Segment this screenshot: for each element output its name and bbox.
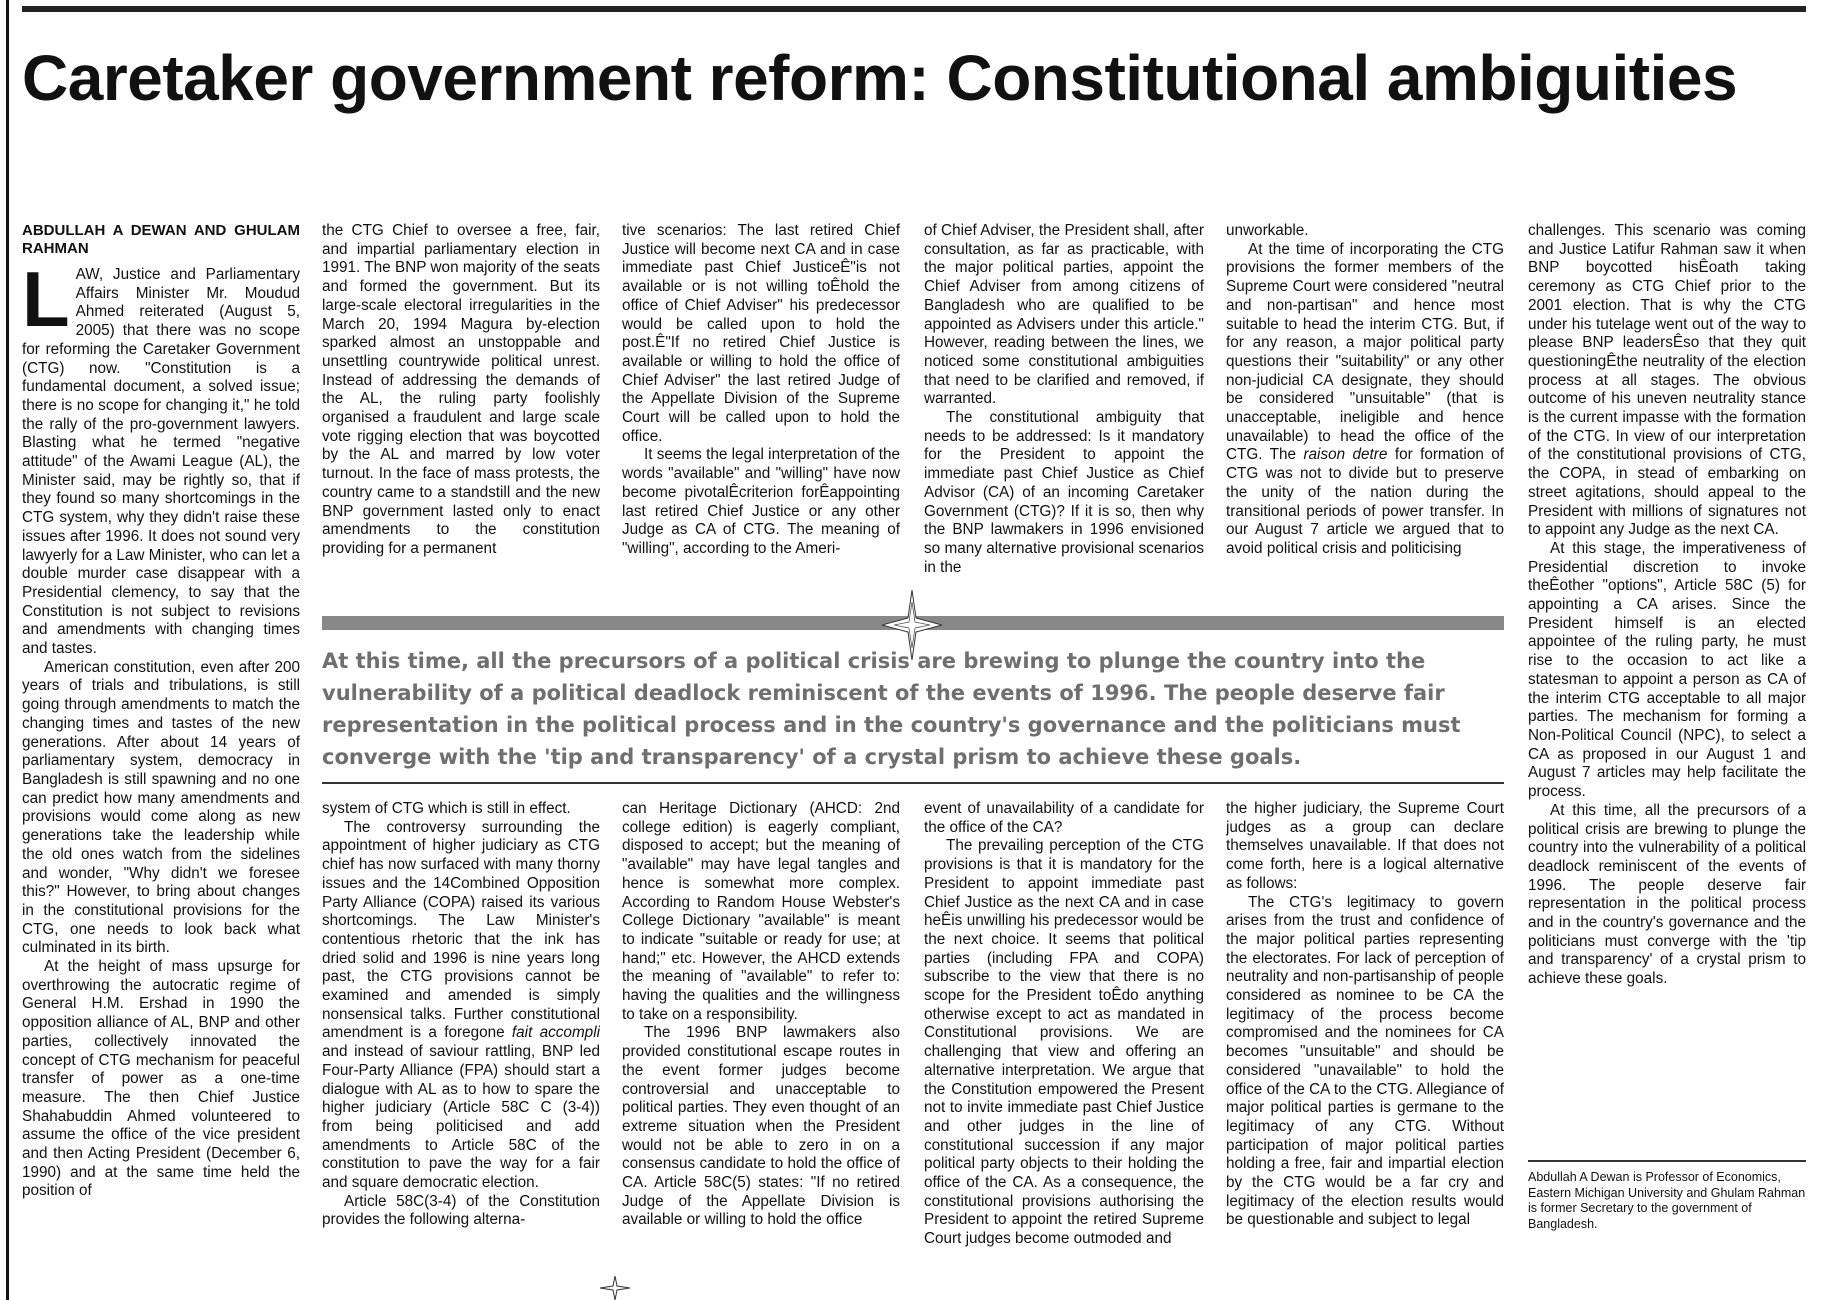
paragraph: of Chief Adviser, the President shall, after consultation, as far as practicable, with the major political parties, appoint the Chief Adviser from among citizens of Bangladesh who are qualified to be appointed as Advisers under this article." However, reading between the lines, we noticed some constitutional ambiguities that need to be clarified and removed, if warranted.	[924, 222, 1204, 408]
byline: ABDULLAH A DEWAN AND GHULAM RAHMAN	[22, 222, 300, 257]
column-2-top	[322, 222, 600, 604]
paragraph: At the height of mass upsurge for overthrowing the autocratic regime of General H.M. Ershad in 1990 the opposition alliance of AL, BNP and other parties, collectively innovated the concept of CTG mechanism for peaceful transfer of power as a one-time measure. The then Chief Justice Shahabuddin Ahmed volunteered to assume the office of the vice president and then Acting President (December 6, 1990) and at the same time held the position of	[22, 958, 300, 1200]
paragraph: unworkable.	[1226, 222, 1309, 239]
column-2-bottom	[322, 800, 600, 1300]
italic-phrase: fait accompli	[511, 1024, 600, 1042]
paragraph: The controversy surrounding the appointment of higher judiciary as CTG chief has now surfaced with many thorny issues and the 14Combined Opposition Party Alliance (COPA) raised its various shortcomings. The Law Minister's contentious rhetoric that the ink has dried solid and 1996 is nine years long past, the CTG provisions cannot be examined and amended is simply nonsensical talks. Further constitutional amendment is a foregone fait accompli and instead of saviour rattling, BNP led Four-Party Alliance (FPA) should start a dialogue with AL as to how to spare the higher judiciary (Article 58C C (3-4)) from being politicised and add amendments to Article 58C of the constitution to pave the way for a fair and square democratic election.	[322, 818, 600, 1192]
paragraph: challenges. This scenario was coming and Justice Latifur Rahman saw it when BNP boycotted hisÊoath taking ceremony as CTG Chief prior to the 2001 election. That is why the CTG under his tutelage went out of the way to please BNP leadersÊso that they quit questioningÊthe neutrality of the election process at all stages. The obvious outcome of his uneven neutrality stance is the current impasse with the formation of the CTG. In view of our interpretation of the constitutional provisions of CTG, the COPA, in stead of embarking on street agitations, should appeal to the President with millions of signatures not to appoint any Judge as the next CA.	[1528, 222, 1806, 539]
paragraph: The 1996 BNP lawmakers also provided constitutional escape routes in the event former judges become controversial and unacceptable to political parties. They even thought of an extreme situation when the President would not be able to zero in on a consensus candidate to hold the office of CA. Article 58C(5) states: "If no retired Judge of the Appellate Division is available or willing to hold the office	[622, 1024, 900, 1229]
paragraph: At this time, all the precursors of a political crisis are brewing to plunge the country into the vulnerability of a political deadlock reminiscent of the events of 1996. The people deserve fair representation in the political process and in the country's governance and the politicians must converge with the 'tip and transparency' of a crystal prism to achieve these goals.	[1528, 801, 1806, 988]
column-1	[22, 222, 300, 1300]
paragraph: can Heritage Dictionary (AHCD: 2nd college edition) is eagerly compliant, disposed to accept; but the meaning of "available" may have legal tangles and hence is somewhat more complex. According to Random House Webster's College Dictionary "available" is meant to indicate "suitable or ready for use; at hand;" etc. However, the AHCD extends the meaning of "available" to refer to: having the qualities and the willingness to take on a responsibility.	[622, 800, 900, 1023]
column-5-bottom	[1226, 800, 1504, 1300]
paragraph: American constitution, even after 200 years of trials and tribulations, is still going through amendments to match the changing times and tastes of the new generations. After about 14 years of parliamentary system, democracy in Bangladesh is still spawning and no one can predict how many amendments and provisions would come along as new generations take the leadership while the old ones watch from the sidelines and wonder, "Why didn't we foresee this?" However, to bring about changes in the constitutional provisions for the CTG, one needs to look back what culminated in its birth.	[22, 658, 300, 957]
paragraph: the higher judiciary, the Supreme Court judges as a group can declare themselves unavailable. If that does not come forth, here is a logical alternative as follows:	[1226, 800, 1504, 892]
starburst-icon	[600, 1276, 630, 1300]
paragraph: The prevailing perception of the CTG provisions is that it is mandatory for the President to appoint immediate past Chief Justice as the next CA and in case heÊis unwilling his predecessor would be the next choice. It seems that political parties (including FPA and COPA) subscribe to the view that there is no scope for the President toÊdo anything otherwise except to act as mandated in Constitutional provisions. We are challenging that view and offering an alternative interpretation. We argue that the Constitution empowered the Present not to invite immediate past Chief Justice and other judges in the line of constitutional succession if any major political party objects to their holding the office of the CA. As a consequence, the constitutional provisions authorising the President to appoint the retired Supreme Court judges become outmoded and	[924, 837, 1204, 1248]
column-5-top	[1226, 222, 1504, 604]
paragraph: the CTG Chief to oversee a free, fair, and impartial parliamentary election in 1991. The BNP won majority of the seats and formed the government. But its large-scale electoral irregularities in the March 20, 1994 Magura by-election sparked almost an unstoppable and unsettling countrywide political unrest. Instead of addressing the demands of the AL, the ruling party foolishly organised a fraudulent and large scale vote rigging election that was boycotted by the AL and marred by low voter turnout. In the face of mass protests, the country came to a standstill and the new BNP government lasted only to enact amendments to the constitution providing for a permanent	[322, 222, 600, 557]
headline: Caretaker government reform: Constitutional ambiguities	[22, 42, 1738, 114]
paragraph: event of unavailability of a candidate for the office of the CA?	[924, 800, 1204, 836]
paragraph: It seems the legal interpretation of the words "available" and "willing" have now become pivotalÊcriterion forÊappointing last retired Chief Justice or any other Judge as CA of CTG. The meaning of "willing", according to the Ameri-	[622, 446, 900, 557]
paragraph: Article 58C(3-4) of the Constitution provides the following alterna-	[322, 1192, 600, 1229]
column-3-top	[622, 222, 900, 604]
column-6	[1528, 222, 1806, 1154]
column-4-bottom	[924, 800, 1204, 1300]
paragraph: The constitutional ambiguity that needs to be addressed: Is it mandatory for the President to appoint the immediate past Chief Justice as Chief Advisor (CA) of an incoming Caretaker Government (CTG)? If it is so, then why the BNP lawmakers in 1996 envisioned so many alternative provisional scenarios in the	[924, 409, 1204, 576]
paragraph: tive scenarios: The last retired Chief Justice will become next CA and in case immediate past Chief JusticeÊ"is not available or is not willing toÊhold the office of Chief Adviser" his predecessor would be called upon to hold the post.Ê"If no retired Chief Justice is available or willing to hold the office of Chief Adviser" the last retired Judge of the Appellate Division of the Supreme Court will be called upon to hold the office.	[622, 222, 900, 445]
paragraph: The CTG's legitimacy to govern arises from the trust and confidence of the major political parties representing the electorates. For lack of perception of neutrality and non-partisanship of people considered as nominee to be CA the legitimacy of the process become compromised and the nominees for CA becomes "unsuitable" and should be considered "unavailable" to hold the office of the CA to the CTG. Allegiance of major political parties is germane to the legitimacy of any CTG. Without participation of major political parties holding a free, fair and impartial election by the CTG would be a far cry and legitimacy of the election results would be questionable and subject to legal	[1226, 893, 1504, 1229]
paragraph: At this stage, the imperativeness of Presidential discretion to invoke theÊother "options", Article 58C (5) for appointing a CA arises. Since the President himself is an elected appointee of the ruling party, he must rise to the occasion to act like a statesman to appoint a person as CA of the interim CTG acceptable to all major parties. The mechanism for forming a Non-Political Council (NPC), to select a CA as proposed in our August 1 and August 7 articles may help facilitate the process.	[1528, 539, 1806, 801]
italic-phrase: raison detre	[1303, 446, 1388, 464]
top-border-rule	[22, 6, 1806, 12]
paragraph: At the time of incorporating the CTG provisions the former members of the Supreme Court were considered "neutral and non-partisan" and hence most suitable to head the interim CTG. But, if for any reason, a major political party questions their "suitability" or any other non-judicial CA designate, they should be considered "unsuitable" (that is unacceptable, ineligible and hence unavailable) to head the office of the CTG. The raison detre for formation of CTG was not to divide but to preserve the unity of the nation during the transitional periods of power transfer. In our August 7 article we argued that to avoid political crisis and politicising	[1226, 240, 1504, 557]
left-border-rule	[6, 0, 9, 1300]
pullquote: At this time, all the precursors of a political crisis are brewing to plunge the country into the vulnerability of a political deadlock reminiscent of the events of 1996. The people deserve fair representation in the political process and in the country's governance and the politicians must converge with the 'tip and transparency' of a crystal prism to achieve these goals.	[322, 649, 1461, 769]
pullquote-rule	[322, 782, 1504, 784]
paragraph: LAW, Justice and Parliamentary Affairs Minister Mr. Moudud Ahmed reiterated (August 5, 2005) that there was no scope for reforming the Caretaker Government (CTG) now. "Constitution is a fundamental document, a solved issue; there is no scope for changing it," he told the rally of the pro-government lawyers. Blasting what he termed "negative attitude" of the Awami League (AL), the Minister said, may be rightly so, that if they found so many shortcomings in the CTG system, why they didn't raise these issues after 1996. It does not sound very lawyerly for a Law Minister, who can let a double murder case disappear with a Presidential clemency, to say that the Constitution is not subject to revisions and amendments with changing times and tastes.	[22, 255, 300, 658]
author-note-rule	[1528, 1160, 1806, 1162]
paragraph: system of CTG which is still in effect.	[322, 800, 571, 817]
column-4-top	[924, 222, 1204, 604]
column-3-bottom	[622, 800, 900, 1300]
drop-cap: L	[22, 255, 70, 343]
author-note: Abdullah A Dewan is Professor of Economics, Eastern Michigan University and Ghulam Rahman is former Secretary to the government of Bangladesh.	[1528, 1170, 1806, 1231]
